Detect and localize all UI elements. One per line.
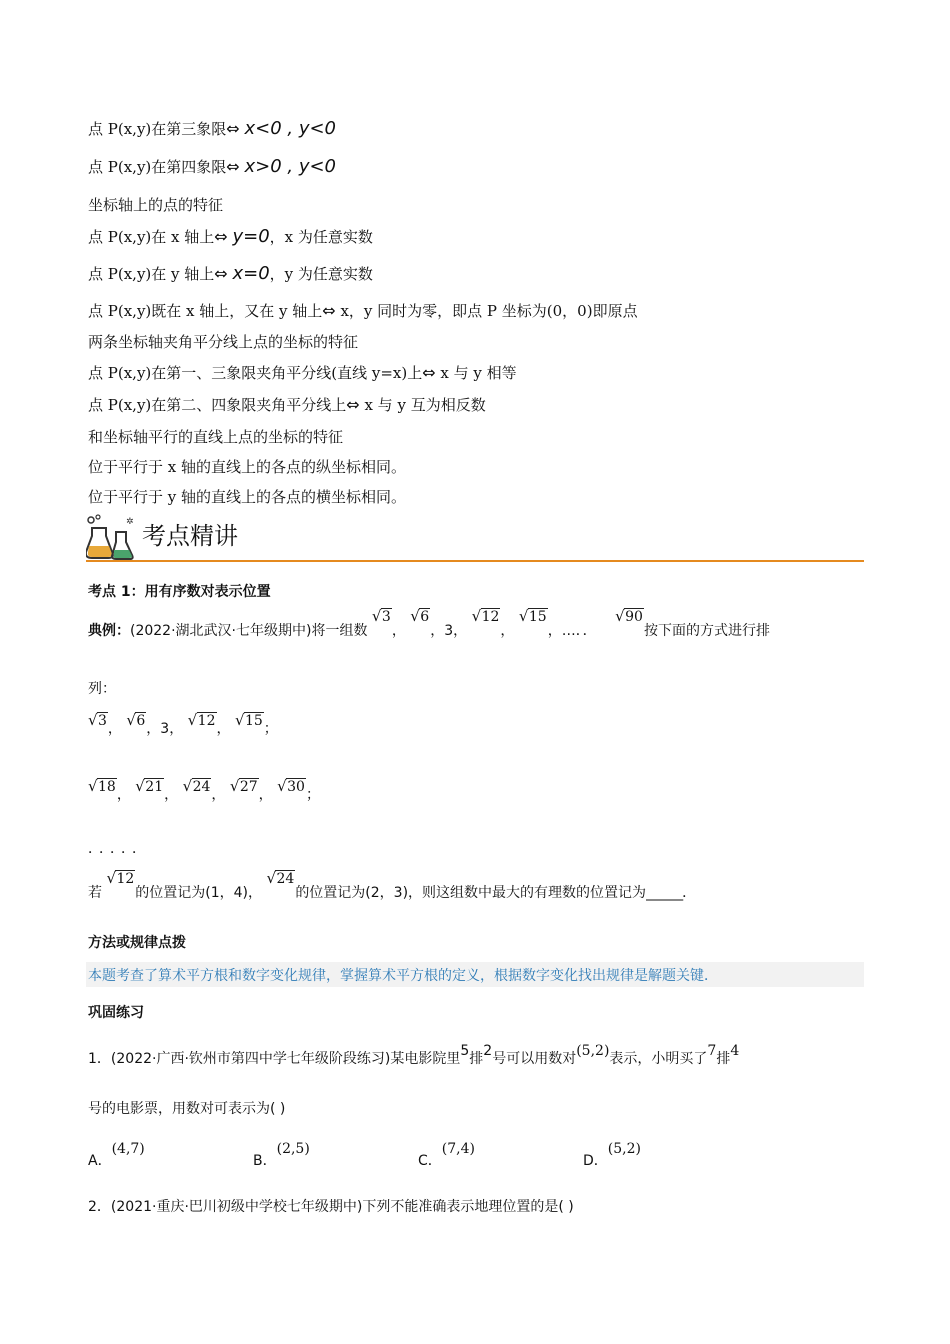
intro-line-bisector-13: 点 P(x,y)在第一、三象限夹角平分线(直线 y=x)上⇔ x 与 y 相等 [88,363,517,382]
q1-cont: 号的电影票，用数对可表示为( ) [88,1101,286,1117]
q2-line: 2．(2021·重庆·巴川初级中学校七年级期中)下列不能准确表示地理位置的是( ) [88,1199,574,1215]
section-underline [86,560,864,562]
q1-options [88,1138,788,1168]
svg-text:✲: ✲ [126,517,134,527]
example-row1: √ 3， √ 6，3， √ 12， √ 15； [88,718,278,738]
row1-sqrt-15: √ 15 [235,713,264,729]
example-row2: √ 18， √ 21， √ 24， √ 27， √ 30； [88,784,320,804]
example-question: 若 √ 12的位置记为(1，4)， √ 24的位置记为(2，3)，则这组数中最大的有理数的位置记为______． [88,882,696,902]
intro-heading-bisector: 两条坐标轴夹角平分线上点的坐标的特征 [88,333,359,351]
example-line: 典例：(2022·湖北武汉·七年级期中)将一组数 √ 3， √ 6，3， √ 12， √ 15，…．． √ 90按下面的方式进行排 [88,620,770,640]
intro-line-parallel-y: 位于平行于 y 轴的直线上的各点的横坐标相同。 [88,488,407,506]
row1-sqrt-12: √ 12 [188,713,217,729]
option-a[interactable]: A．(4,7) [88,1141,145,1169]
sqrt-90: √ 90 [615,609,644,625]
intro-line-origin: 点 P(x,y)既在 x 轴上，又在 y 轴上⇔ x，y 同时为零，即点 P 坐标为(0，0)即原点 [88,301,638,320]
row1-sqrt-3: √ 3 [88,713,108,729]
sqrt-12: √ 12 [472,609,501,625]
practice-title: 巩固练习 [88,1005,144,1021]
section-header [86,514,864,564]
method-text: 本题考查了算术平方根和数字变化规律，掌握算术平方根的定义，根据数字变化找出规律是解题关键． [88,968,718,984]
row1-sqrt-6: √ 6 [126,713,146,729]
example-ellipsis: ．．．．． [88,841,150,857]
row2-sqrt-18: √ 18 [88,779,117,795]
example-cont: 列： [88,681,116,697]
intro-line-parallel-x: 位于平行于 x 轴的直线上的各点的纵坐标相同。 [88,458,406,476]
section-title: 考点精讲 [142,522,238,550]
flask-icon [86,514,136,560]
intro-line-xaxis: 点 P(x,y)在 x 轴上⇔ y=0，x 为任意实数 [88,226,373,247]
sqrt-6: √ 6 [410,609,430,625]
q-sqrt-12: √ 12 [106,871,135,887]
option-c[interactable]: C．(7,4) [418,1141,475,1169]
intro-line-bisector-24: 点 P(x,y)在第二、四象限夹角平分线上⇔ x 与 y 互为相反数 [88,395,486,414]
kaodian-title: 考点 1：用有序数对表示位置 [88,584,271,600]
method-title: 方法或规律点拨 [88,935,186,951]
q-sqrt-24: √ 24 [266,871,295,887]
intro-line-yaxis: 点 P(x,y)在 y 轴上⇔ x=0，y 为任意实数 [88,263,373,284]
answer-blank: ______ [646,885,683,901]
row2-sqrt-30: √ 30 [277,779,306,795]
option-d[interactable]: D．(5,2) [583,1141,641,1169]
sqrt-15: √ 15 [519,609,548,625]
intro-line-q4: 点 P(x,y)在第四象限⇔ x>0 , y<0 [88,156,337,177]
method-box [86,962,864,987]
intro-line-q3: 点 P(x,y)在第三象限⇔ x<0 , y<0 [88,118,337,139]
option-b[interactable]: B．(2,5) [253,1141,310,1169]
row2-sqrt-21: √ 21 [135,779,164,795]
intro-heading-axis: 坐标轴上的点的特征 [88,196,224,214]
intro-heading-parallel: 和坐标轴平行的直线上点的坐标的特征 [88,428,344,446]
sqrt-3: √ 3 [372,609,392,625]
q1-line: 1．(2022·广西·钦州市第四中学七年级阶段练习)某电影院里5排2号可以用数对(5,2)表示，小明买了7排4 [88,1043,740,1067]
row2-sqrt-24: √ 24 [183,779,212,795]
row2-sqrt-27: √ 27 [230,779,259,795]
